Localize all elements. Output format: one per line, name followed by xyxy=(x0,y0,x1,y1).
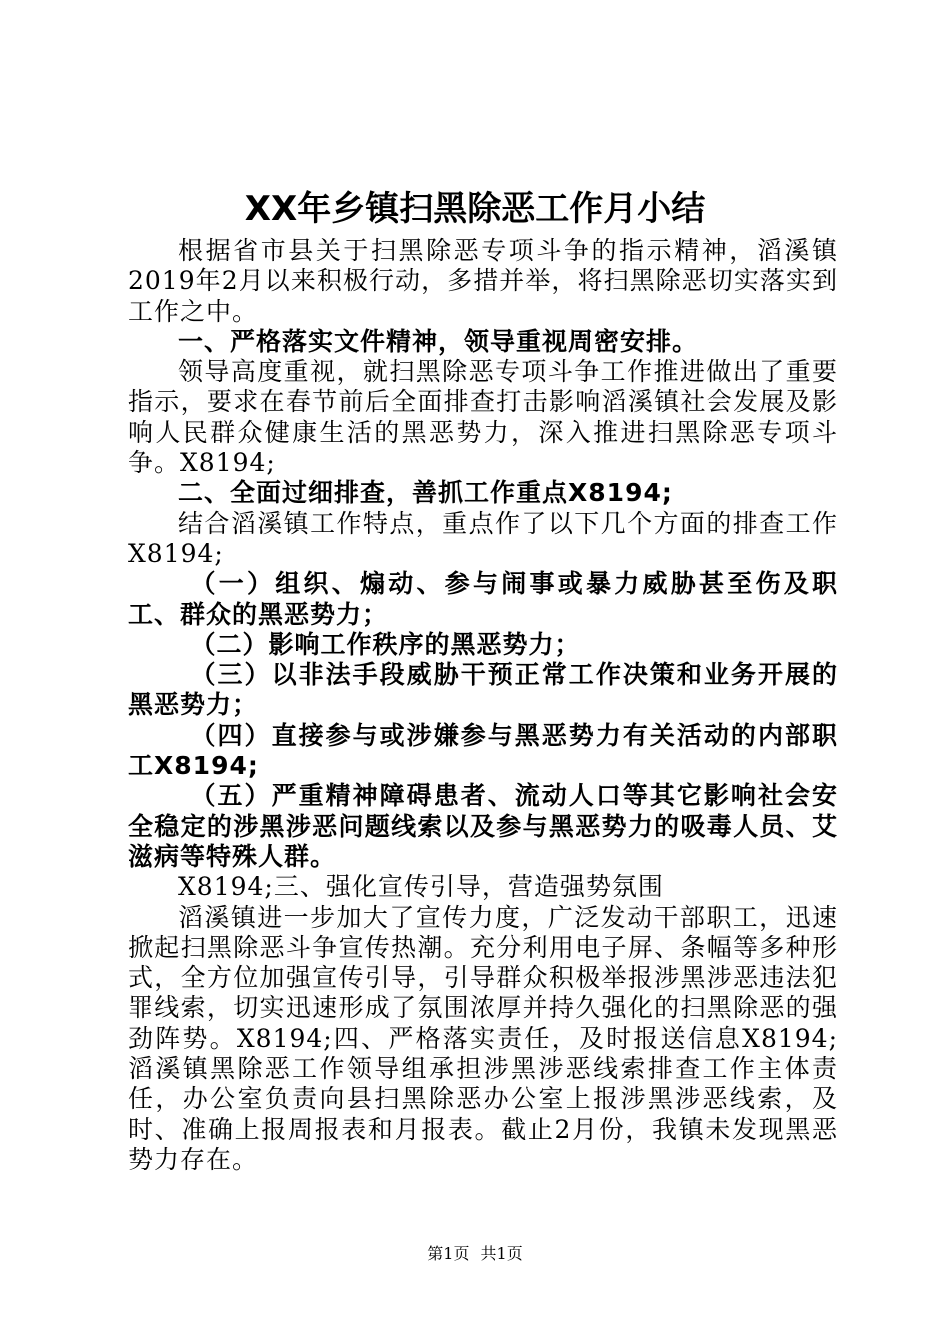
list-item-2: （二）影响工作秩序的黑恶势力； xyxy=(190,629,581,659)
list-item-5: （五）严重精神障碍患者、流动人口等其它影响社会安全稳定的涉黑涉恶问题线索以及参与黑恶势力的吸毒人员、艾滋病等特殊人群。 xyxy=(128,781,838,871)
page-footer xyxy=(0,1244,950,1264)
list-item-3: （三）以非法手段威胁干预正常工作决策和业务开展的黑恶势力； xyxy=(128,660,838,720)
paragraph-section-1: 领导高度重视，就扫黑除恶专项斗争工作推进做出了重要指示，要求在春节前后全面排查打击影响滔溪镇社会发展及影响人民群众健康生活的黑恶势力，深入推进扫黑除恶专项斗争。X8194; xyxy=(128,357,838,478)
paragraph-section-2: 结合滔溪镇工作特点，重点作了以下几个方面的排查工作X8194; xyxy=(128,508,838,568)
document-body xyxy=(128,236,838,1175)
heading-section-2: 二、全面过细排查，善抓工作重点X8194; xyxy=(178,478,673,508)
page-total: 共1页 xyxy=(480,1244,523,1263)
paragraph-section-3: 滔溪镇进一步加大了宣传力度，广泛发动干部职工，迅速掀起扫黑除恶斗争宣传热潮。充分利用电子屏、条幅等多种形式，全方位加强宣传引导，引导群众积极举报涉黑涉恶违法犯罪线索，切实迅速形成了氛围浓厚并持久强化的扫黑除恶的强劲阵势。X8194;四、严格落实责任，及时报送信息X8194;滔溪镇黑除恶工作领导组承担涉黑涉恶线索排查工作主体责任，办公室负责向县扫黑除恶办公室上报涉黑涉恶线索，及时、准确上报周报表和月报表。截止2月份，我镇未发现黑恶势力存在。 xyxy=(128,902,838,1174)
heading-section-1: 一、严格落实文件精神，领导重视周密安排。 xyxy=(178,326,699,356)
heading-section-3: X8194;三、强化宣传引导，营造强势氛围 xyxy=(178,872,664,902)
paragraph-intro: 根据省市县关于扫黑除恶专项斗争的指示精神，滔溪镇2019年2月以来积极行动，多措并举，将扫黑除恶切实落实到工作之中。 xyxy=(128,236,838,326)
page-number: 第1页 xyxy=(427,1244,470,1263)
list-item-4: （四）直接参与或涉嫌参与黑恶势力有关活动的内部职工X8194; xyxy=(128,720,838,781)
list-item-1: （一）组织、煽动、参与闹事或暴力威胁甚至伤及职工、群众的黑恶势力； xyxy=(128,569,838,629)
document-title: XX年乡镇扫黑除恶工作月小结 xyxy=(244,189,706,229)
